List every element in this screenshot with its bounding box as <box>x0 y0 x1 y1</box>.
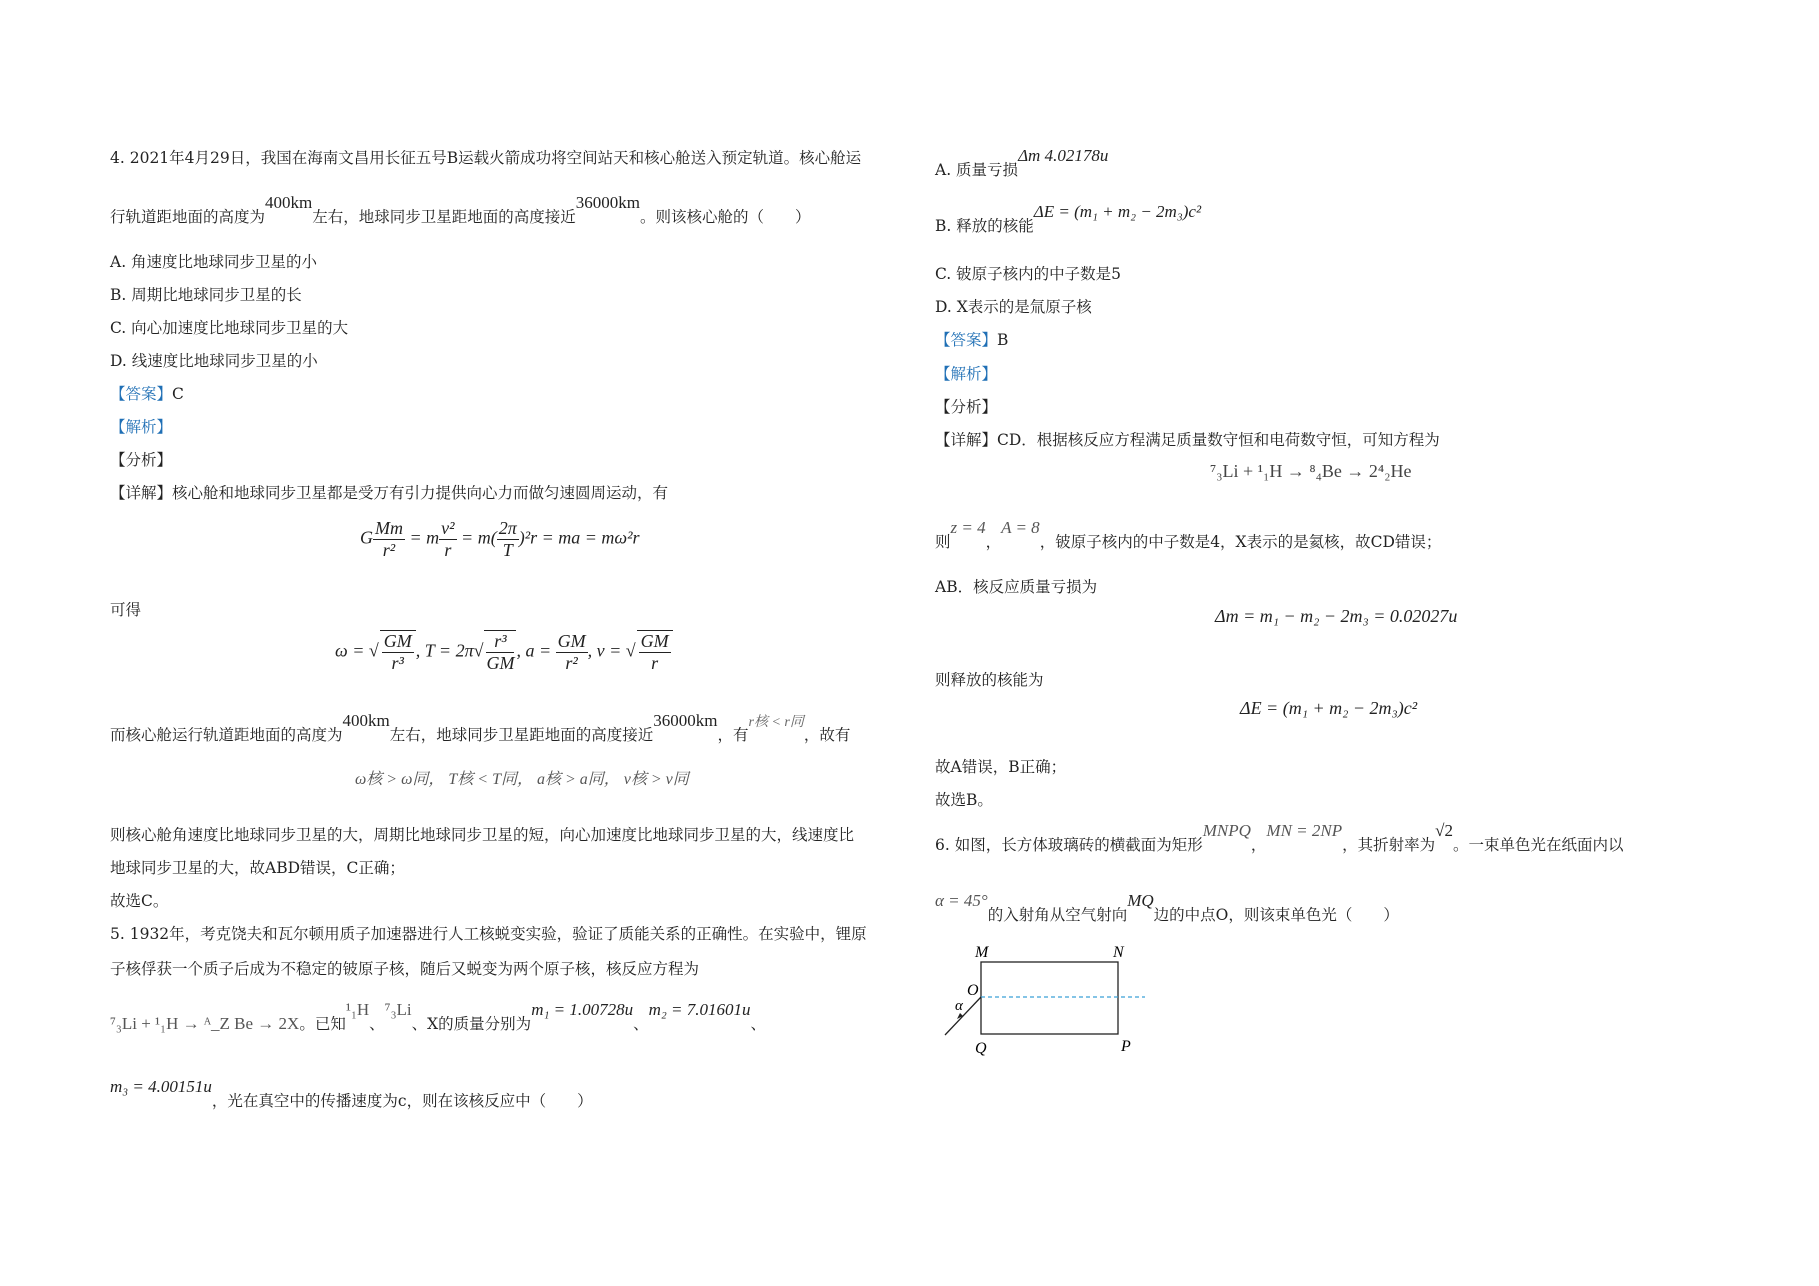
q4-answer: 【答案】C <box>110 385 184 403</box>
q5-m1: m₁ = 1.00728u <box>531 1000 634 1019</box>
q4-conclusion-2: 地球同步卫星的大，故ABD错误，C正确； <box>110 859 405 877</box>
q5-option-c: C. 铍原子核内的中子数是5 <box>935 265 1122 283</box>
glass-rectangle <box>981 962 1118 1034</box>
q4-detail: 【详解】核心舱和地球同步卫星都是受万有引力提供向心力而做匀速圆周运动，有 <box>110 484 669 502</box>
q5-equation-full: ⁷₃Li + ¹₁H → ⁸₄Be → 2⁴₂He <box>1210 461 1412 481</box>
q5-then-line: 则z = 4，A = 8，铍原子核内的中子数是4，X表示的是氦核，故CD错误； <box>935 518 1442 551</box>
q4-option-d: D. 线速度比地球同步卫星的小 <box>110 352 318 370</box>
q4-choose: 故选C。 <box>110 892 169 910</box>
label-alpha: α <box>955 998 963 1014</box>
q5-fenxi: 【分析】 <box>935 398 998 416</box>
label-m: M <box>975 945 989 961</box>
label-p: P <box>1121 1038 1131 1055</box>
q5-m3: m₃ = 4.00151u <box>110 1077 212 1096</box>
q4-option-a: A. 角速度比地球同步卫星的小 <box>110 253 318 271</box>
q5-mass-defect-eq: Δm = m₁ − m₂ − 2m₃ = 0.02027u <box>1215 606 1458 626</box>
label-o: O <box>967 982 979 999</box>
q5-stem-line1: 5. 1932年，考克饶夫和瓦尔顿用质子加速器进行人工核蜕变实验，验证了质能关系的正确性。在实验中，锂原 <box>110 925 867 943</box>
q4-equation-2: ω = √ $\frac{GM}{\text{r³}}$ , T = 2π√ $\frac{\text{r³}}{GM}$ , a = $\frac{GM}{\text{r²}}$ , v = √ $\frac{GM}{r}$ <box>335 630 673 673</box>
q5-reaction-equation: ⁷₃Li + ¹₁H → ᴬ_Z Be → 2X <box>110 1014 300 1033</box>
q6-figure <box>935 945 1165 1065</box>
q5-stem-line3: ⁷₃Li + ¹₁H → ᴬ_Z Be → 2X。已知¹₁H、⁷₃Li、X的质量分别为m₁ = 1.00728u、m₂ = 7.01601u、 <box>110 1000 767 1033</box>
q5-stem-line2: 子核俘获一个质子后成为不稳定的铍原子核，随后又蜕变为两个原子核，核反应方程为 <box>110 960 700 978</box>
q5-choose: 故选B。 <box>935 791 993 809</box>
q5-energy-eq: ΔE = (m₁ + m₂ − 2m₃)c² <box>1240 698 1418 718</box>
q5-option-b: B. 释放的核能ΔE = (m₁ + m₂ − 2m₃)c² <box>935 202 1202 235</box>
q4-height-core: 400km <box>265 193 313 212</box>
q5-m2: m₂ = 7.01601u <box>648 1000 751 1019</box>
q5-conclusion: 故A错误，B正确； <box>935 758 1067 776</box>
q5-analysis-tag: 【解析】 <box>935 365 998 383</box>
q6-stem-line1: 6. 如图，长方体玻璃砖的横截面为矩形MNPQ，MN = 2NP，其折射率为√2。一束单色光在纸面内以 <box>935 821 1624 854</box>
q4-stem-line1: 4. 2021年4月29日，我国在海南文昌用长征五号B运载火箭成功将空间站天和核心舱送入预定轨道。核心舱运 <box>110 149 862 167</box>
q6-stem-line2: α = 45°的入射角从空气射向MQ边的中点O，则该束单色光（ ） <box>935 891 1399 924</box>
q4-conclusion-1: 则核心舱角速度比地球同步卫星的大，周期比地球同步卫星的短，向心加速度比地球同步卫星的大，线速度比 <box>110 826 855 844</box>
label-q: Q <box>975 1040 987 1057</box>
q5-ab-line: AB．核反应质量亏损为 <box>935 578 1098 596</box>
q4-equation-3: ω核 > ω同， T核 < T同， a核 > a同， v核 > v同 <box>355 771 689 788</box>
q5-answer: 【答案】B <box>935 331 1009 349</box>
q4-fenxi: 【分析】 <box>110 451 173 469</box>
label-n: N <box>1113 945 1124 961</box>
q5-release-line: 则释放的核能为 <box>935 671 1044 689</box>
q5-option-a: A. 质量亏损Δm 4.02178u <box>935 146 1109 179</box>
q4-equation-1: G $\frac{Mm}{\text{r²}}$ = m $\frac{\text{v²}}{r}$ = m( $\frac{2\pi}{T}$ )²r = ma = mω²r <box>360 518 640 560</box>
q5-stem-line4: m₃ = 4.00151u，光在真空中的传播速度为c，则在该核反应中（ ） <box>110 1077 593 1110</box>
q4-compare-line: 而核心舱运行轨道距地面的高度为400km左右，地球同步卫星距地面的高度接近36000km，有r核 < r同，故有 <box>110 711 851 744</box>
q5-detail: 【详解】CD．根据核反应方程满足质量数守恒和电荷数守恒，可知方程为 <box>935 431 1440 449</box>
q4-kede: 可得 <box>110 601 142 619</box>
q4-analysis-tag: 【解析】 <box>110 418 173 436</box>
q4-option-c: C. 向心加速度比地球同步卫星的大 <box>110 319 349 337</box>
q4-stem-line2: 行轨道距地面的高度为400km左右，地球同步卫星距地面的高度接近36000km。则该核心舱的（ ） <box>110 193 811 226</box>
q4-option-b: B. 周期比地球同步卫星的长 <box>110 286 302 304</box>
q4-height-sync: 36000km <box>575 193 640 212</box>
q5-option-d: D. X表示的是氚原子核 <box>935 298 1092 316</box>
